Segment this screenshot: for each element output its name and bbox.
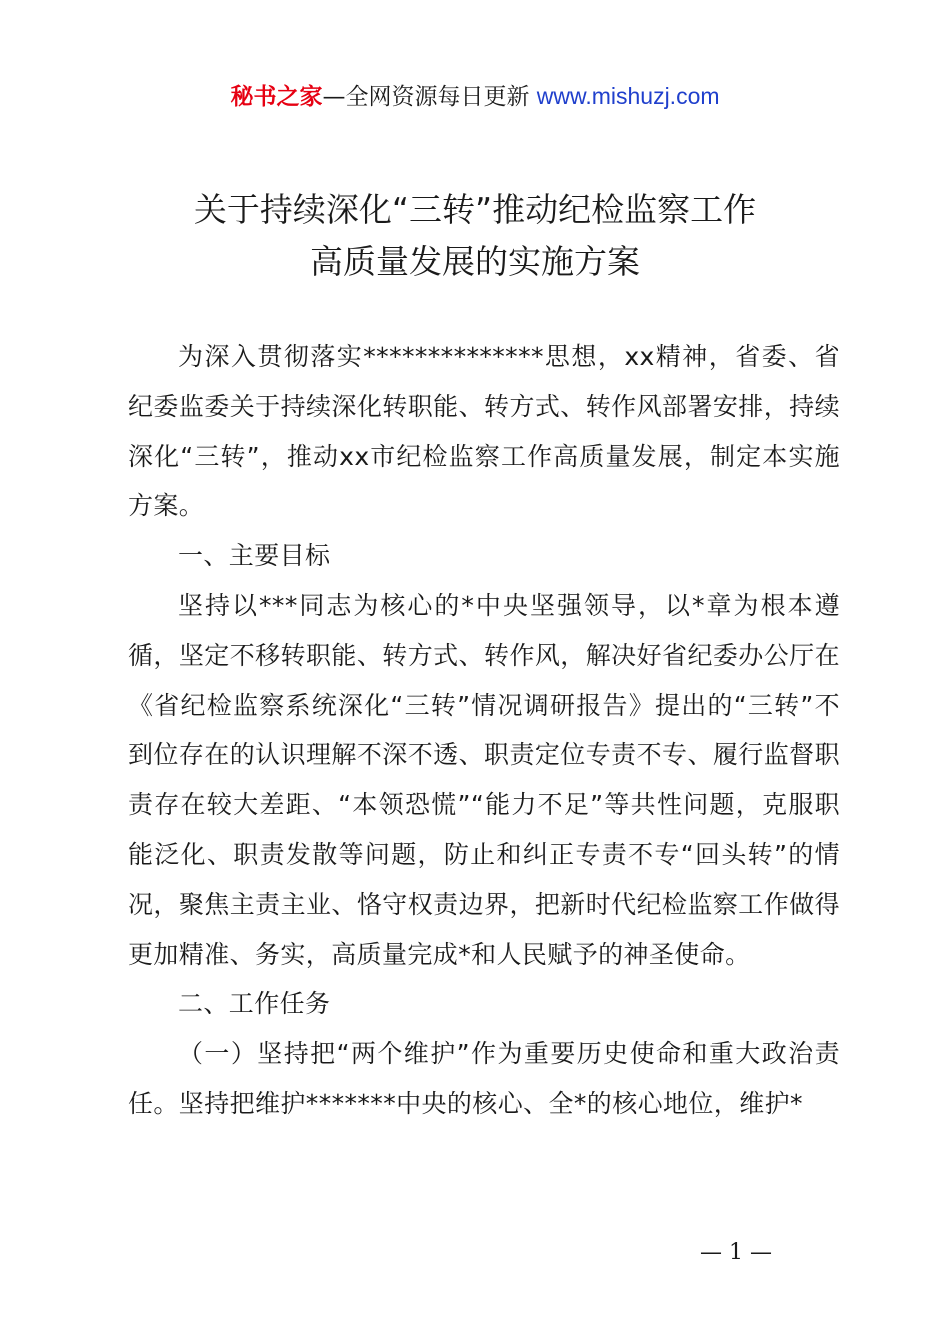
- document-title: [0, 184, 950, 288]
- main-goals-paragraph: 坚持以***同志为核心的*中央坚强领导，以*章为根本遵循，坚定不移转职能、转方式、转作风，解决好省纪委办公厅在《省纪检监察系统深化“三转”情况调研报告》提出的“三转”不到位存在的认识理解不深不透、职责定位专责不专、履行监督职责存在较大差距、“本领恐慌”“能力不足”等共性问题，克服职能泛化、职责发散等问题，防止和纠正专责不专“回头转”的情况，聚焦主责主业、恪守权责边界，把新时代纪检监察工作做得更加精准、务实，高质量完成*和人民赋予的神圣使命。: [128, 590, 840, 969]
- site-banner: [0, 80, 950, 113]
- section-heading-tasks: 二、工作任务: [178, 989, 331, 1019]
- site-url-link[interactable]: www.mishuzj.com: [536, 83, 720, 109]
- site-brand: 秘书之家: [230, 84, 323, 110]
- document-title-line-1: 关于持续深化“三转”推动纪检监察工作: [193, 190, 757, 229]
- page-number: — 1 —: [700, 1240, 772, 1265]
- document-body: [128, 332, 840, 1129]
- intro-paragraph: 为深入贯彻落实**************思想，xx精神，省委、省纪委监委关于持续深化转职能、转方式、转作风部署安排，持续深化“三转”，推动xx市纪检监察工作高质量发展，制定本实施方案。: [128, 342, 840, 521]
- site-slogan: —全网资源每日更新: [322, 84, 537, 110]
- task-paragraph-1: （一）坚持把“两个维护”作为重要历史使命和重大政治责任。坚持把维护*******中央的核心、全*的核心地位，维护*: [128, 1039, 840, 1118]
- section-heading-main-goals: 一、主要目标: [178, 541, 331, 571]
- document-title-line-2: 高质量发展的实施方案: [310, 242, 640, 281]
